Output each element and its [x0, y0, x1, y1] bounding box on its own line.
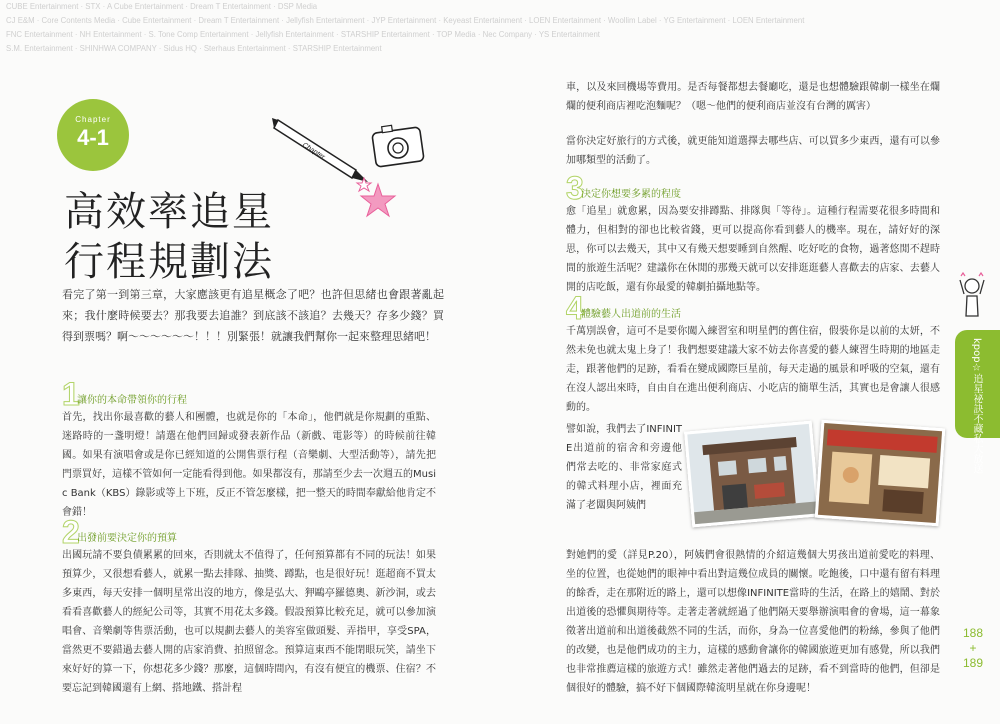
svg-text:Chapter: Chapter: [300, 141, 326, 161]
chapter-badge: [57, 99, 129, 171]
agency-line: S.M. Entertainment · SHINHWA COMPANY · Sidus HQ · Sterhaus Entertainment · STARSHIP Entertainment: [6, 44, 382, 53]
section-4-heading: [566, 290, 866, 326]
agency-line: FNC Entertainment · NH Entertainment · S. Tone Comp Entertainment · Jellyfish Entertainment · STARSHIP Entertainment · TOP Media · Nec Company · YS Entertainment: [6, 30, 600, 39]
pen-camera-illustration: [268, 112, 448, 232]
agency-name-strip: [0, 0, 805, 56]
section-2-body: 出國玩請不要負債累累的回來，否則就太不值得了，任何預算都有不同的玩法！如果預算少，又很想看藝人，就累一點去排隊、抽獎、蹲點，也是很好玩！逛超商不買太多東西，每天安排一個明星常出沒的地方，像是弘大、狎鷗亭羅德奧、新沙洞，或去看看喜歡藝人的經紀公司等，其實不用花太多錢。假設預算比較充足，就可以參加演唱會、音樂劇等售票活動，也可以規劃去藝人的美容室做頭髮、弄指甲，享受SPA，當然更不要錯過去藝人開的店家消費、拍照留念。預算這東西不能閉眼玩笑，請坐下來好好的算一下，你想花多少錢？那麼，這個時間內，有沒有便宜的機票、住宿？不要忘記到韓國還有上網、搭地鐵、搭計程: [62, 550, 436, 694]
side-tab-text: [969, 338, 983, 474]
right-page-number: 189: [962, 656, 984, 670]
section-3-heading: [566, 170, 866, 206]
star-icon: [357, 178, 395, 216]
restaurant-interior-photo: [815, 420, 946, 526]
page-title-line-2: 行程規劃法: [64, 239, 274, 285]
section-2-heading: [62, 514, 362, 550]
section-4-body: 千萬別誤會，這可不是要你闖入練習室和明星們的舊住宿，假裝你是以前的太妍，不然未免也就太鬼上身了！我們想要建議大家不妨去你喜愛的藝人練習生時期的地區走走，跟著他們的足跡，看看在變成國際巨星前，每天走過的風景和呼吸的空氣，還有在沒人認出來時，自由自在進出便利商店、小吃店的簡單生活，其實也是會讓人很感動的。: [566, 326, 940, 413]
fan-mascot-icon: [958, 272, 986, 324]
chapter-label: Chapter: [75, 115, 111, 124]
photo-wrap-paragraph: 譬如說，我們去了INFINITE出道前的宿舍和旁邊他們常去吃的、非常家庭式的韓式料理小店，裡面充滿了老闆與阿姨們: [566, 424, 682, 511]
section-number: 1: [62, 376, 80, 412]
agency-line: CJ E&M · Core Contents Media · Cube Entertainment · Dream T Entertainment · Jellyfish Entertainment · JYP Entertainment · Keyeast Entertainment · LOEN Entertainment · Woollim Label · YG Entertainment · LOEN Entertainment: [6, 16, 805, 25]
section-number: 3: [566, 170, 584, 206]
side-tab-subtitle: 追星祕訣不藏私大放送: [971, 373, 982, 474]
side-tab-title: kpop☆: [971, 338, 982, 374]
section-title: 讓你的本命帶領你的行程: [77, 395, 187, 406]
section-title: 決定你想要多累的程度: [581, 189, 681, 200]
pen-icon: [272, 118, 368, 182]
right-top-paragraph-2: 當你決定好旅行的方式後，就更能知道選擇去哪些店、可以買多少東西，還有可以參加哪類型的活動了。: [566, 136, 940, 166]
page-title-line-1: 高效率追星: [64, 189, 274, 235]
left-page-number: 188: [962, 626, 984, 640]
camera-icon: [372, 125, 424, 167]
photo-continuation-paragraph: 對她們的愛（詳見P.20），阿姨們會很熱情的介紹這幾個大男孩出道前愛吃的料理、坐的位置，也從她們的眼神中看出對這幾位成員的關懷。吃飽後，口中還有留有料理的餘香，走在那附近的路上，還可以想像INFINITE當時的生活，在路上的嬉鬧、對於出道後的恐懼與期待等。走著走著就經過了他們隔天要舉辦演唱會的會場，這一幕象徵著出道前和出道後截然不同的生活，而你，身為一位喜愛他們的粉絲，參與了他們的改變，也是他們成功的主力，這樣的感動會讓你的韓國旅遊更加有感覺，所以我們也非常推薦這樣的旅遊方式！雖然走著他們過去的足跡，看不到當時的他們，但卻是個很好的體驗，搞不好下個國際韓流明星就在你身邊呢！: [566, 550, 940, 694]
restaurant-exterior-photo: [684, 421, 820, 528]
section-1-body: 首先，找出你最喜歡的藝人和團體，也就是你的「本命」，他們就是你規劃的重點、迷路時的一盞明燈！請選在他們回歸或發表新作品（新戲、電影等）的時候前往韓國。如果有演唱會或是你已經知道的公開售票行程（音樂劇、大型活動等），請先把門票買好，這樣不管如何一定能看得到他。如果都沒有，那請至少去一次週五的Music Bank（KBS）錄影或等上下班，反正不管怎麼樣，把一整天的時間奉獻給他肯定不會錯！: [62, 412, 436, 518]
page-number-plus: +: [969, 641, 977, 655]
section-number: 2: [62, 514, 80, 550]
section-title: 體驗藝人出道前的生活: [581, 309, 681, 320]
right-top-paragraph: 車，以及來回機場等費用。是否每餐都想去餐廳吃，還是也想體驗跟韓劇一樣坐在爛爛的便利商店裡吃泡麵呢？（嗯～他們的便利商店並沒有台灣的厲害）: [566, 82, 940, 112]
section-1-heading: [62, 376, 362, 412]
intro-paragraph: 看完了第一到第三章，大家應該更有追星概念了吧？也許但思緒也會跟著亂起來；我什麼時候要去？那我要去追誰？到底該不該追？去幾天？存多少錢？買得到票嗎？啊～～～～～～！！！別緊張！就讓我們幫你一起來整理思緒吧！: [62, 288, 444, 343]
section-number: 4: [566, 290, 584, 326]
chapter-side-tab: [955, 330, 1000, 474]
section-3-body: 愈「追星」就愈累，因為要安排蹲點、排隊與「等待」。這種行程需要花很多時間和體力，但相對的卻也比較省錢，更可以提高你看到藝人的機率。現在，請好好的深思，你可以去幾天，其中又有幾天想要睡到自然醒、吃好吃的食物，過著悠閒不趕時間的旅遊生活呢？建議你在休閒的那幾天就可以安排逛逛藝人喜歡去的店家、去藝人開的店吃飯，還有你最愛的韓劇拍攝地點等。: [566, 206, 940, 293]
page-numbers: [955, 626, 991, 671]
chapter-number: 4-1: [77, 125, 109, 150]
section-title: 出發前要決定你的預算: [77, 533, 177, 544]
agency-line: CUBE Entertainment · STX · A Cube Entertainment · Dream T Entertainment · DSP Media: [6, 2, 318, 11]
